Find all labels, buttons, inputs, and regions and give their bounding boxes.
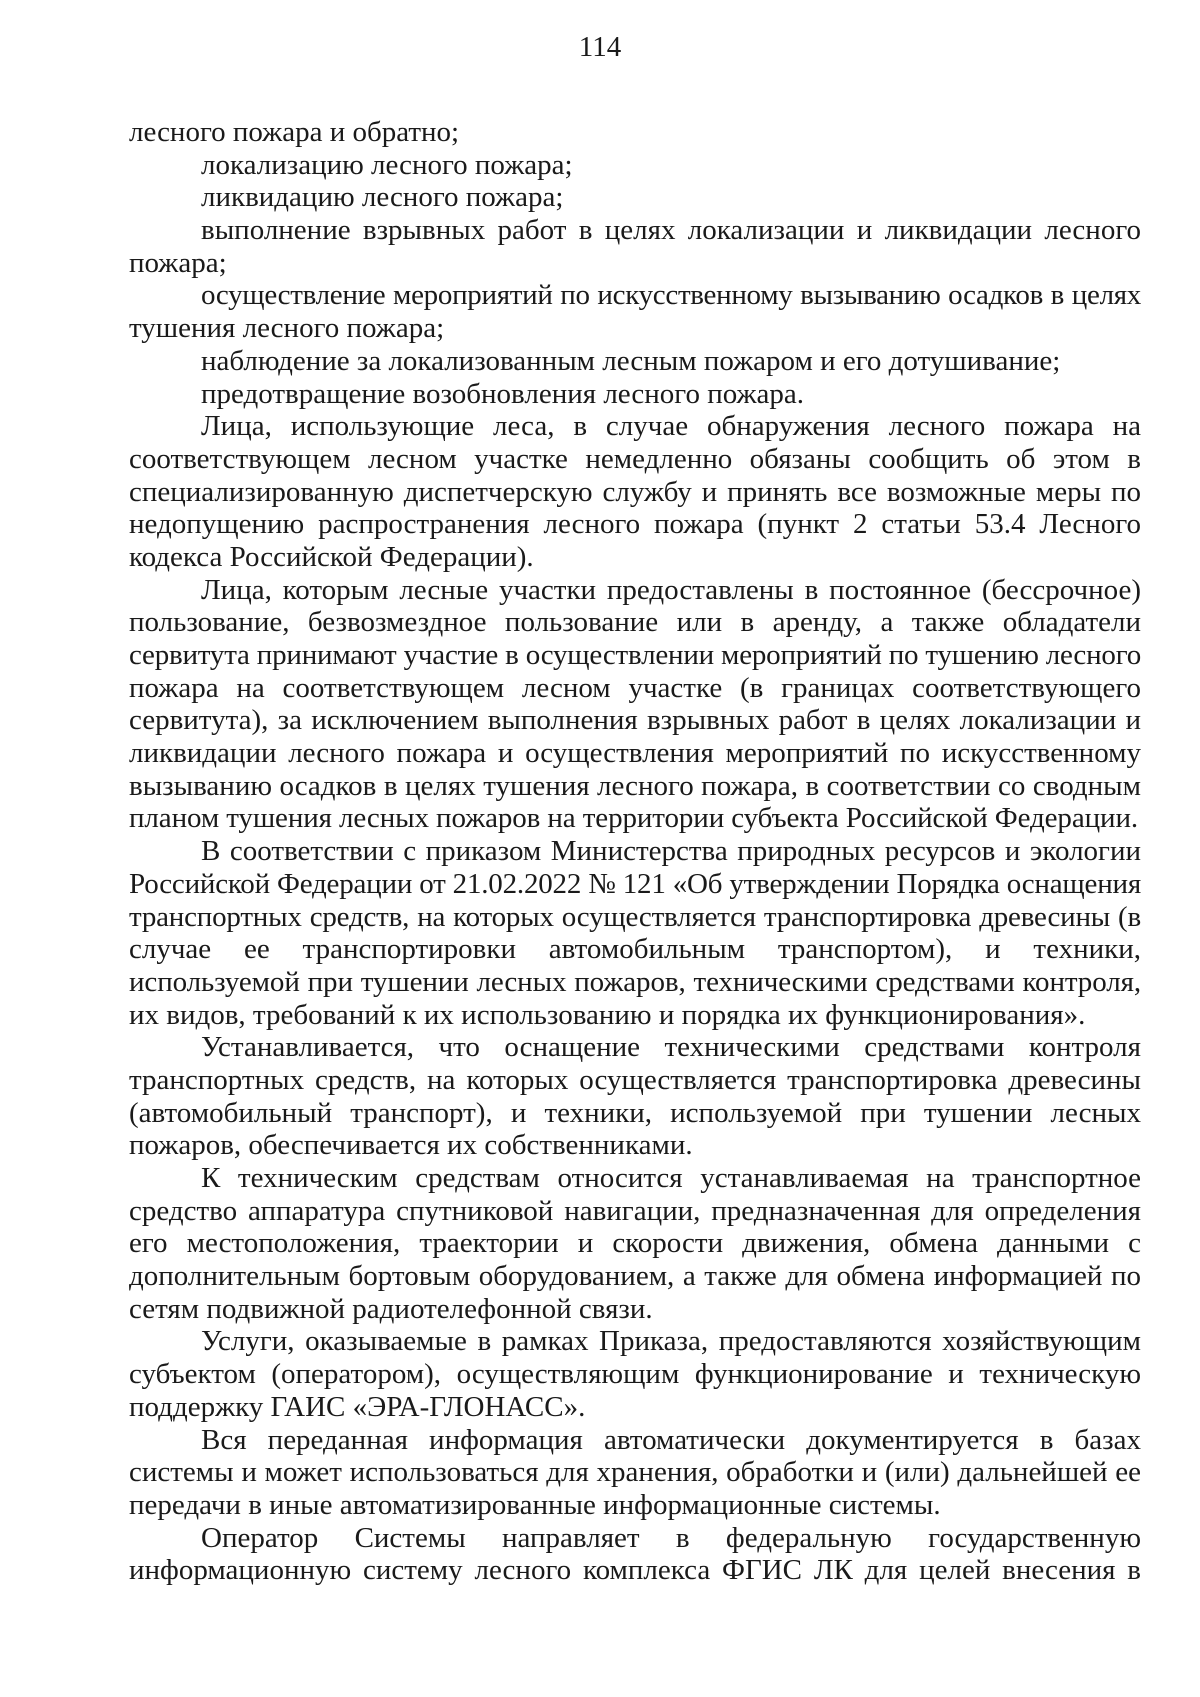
page-number: 114 <box>578 31 622 63</box>
text-line: вызыванию осадков в целях тушения лесного пожара, в соответствии со сводным <box>129 769 1141 802</box>
text-line: пожара; <box>129 246 227 279</box>
text-line: ликвидацию лесного пожара; <box>201 181 564 214</box>
text-line: его местоположения, траектории и скорости движения, обмена данными с <box>129 1227 1141 1260</box>
text-line: их видов, требований к их использованию и порядка их функционирования». <box>129 998 1086 1031</box>
text-line: информационную систему лесного комплекса ФГИС ЛК для целей внесения в <box>129 1554 1141 1587</box>
text-line: лесного пожара и обратно; <box>129 116 460 148</box>
text-line: тушения лесного пожара; <box>129 312 445 345</box>
text-line: (автомобильный транспорт), и техники, используемой при тушении лесных <box>129 1096 1141 1129</box>
text-line: Вся переданная информация автоматически документируется в базах <box>201 1423 1141 1456</box>
text-line: сервитута), за исключением выполнения взрывных работ в целях локализации и <box>129 704 1141 737</box>
text-line: ликвидации лесного пожара и осуществления мероприятий по искусственному <box>129 737 1141 770</box>
text-line: Российской Федерации от 21.02.2022 № 121 «Об утверждении Порядка оснащения <box>129 867 1141 900</box>
text-line: специализированную диспетчерскую службу и принять все возможные меры по <box>129 475 1141 508</box>
text-line: дополнительным бортовым оборудованием, а также для обмена информацией по <box>129 1260 1141 1293</box>
text-line: кодекса Российской Федерации). <box>129 540 534 573</box>
text-line: передачи в иные автоматизированные информационные системы. <box>129 1488 941 1521</box>
text-line: Оператор Системы направляет в федеральную государственную <box>201 1521 1141 1554</box>
text-line: Устанавливается, что оснащение техническими средствами контроля <box>201 1031 1141 1064</box>
text-line: транспортных средств, на которых осуществляется транспортировка древесины <box>129 1063 1141 1096</box>
text-line: недопущению распространения лесного пожара (пункт 2 статьи 53.4 Лесного <box>129 508 1141 541</box>
text-line: наблюдение за локализованным лесным пожаром и его дотушивание; <box>201 344 1061 377</box>
text-line: планом тушения лесных пожаров на территории субъекта Российской Федерации. <box>129 802 1139 835</box>
text-line: Услуги, оказываемые в рамках Приказа, предоставляются хозяйствующим <box>201 1325 1141 1358</box>
text-line: пожаров, обеспечивается их собственниками. <box>129 1129 693 1162</box>
text-line: поддержку ГАИС «ЭРА-ГЛОНАСС». <box>129 1390 586 1423</box>
text-line: транспортных средств, на которых осуществляется транспортировка древесины (в <box>129 900 1141 933</box>
text-line: К техническим средствам относится устанавливаемая на транспортное <box>201 1162 1141 1194</box>
body-text <box>129 116 1141 1587</box>
text-line: сетям подвижной радиотелефонной связи. <box>129 1292 653 1325</box>
text-line: Лица, использующие леса, в случае обнаружения лесного пожара на <box>201 410 1141 443</box>
text-line: Лица, которым лесные участки предоставлены в постоянное (бессрочное) <box>201 573 1141 606</box>
text-line: используемой при тушении лесных пожаров, техническими средствами контроля, <box>129 965 1141 998</box>
text-line: предотвращение возобновления лесного пожара. <box>201 377 805 410</box>
text-line: пожара на соответствующем лесном участке (в границах соответствующего <box>129 671 1141 704</box>
text-line: осуществление мероприятий по искусственному вызыванию осадков в целях <box>201 279 1141 312</box>
text-line: пользование, безвозмездное пользование или в аренду, а также обладатели <box>129 606 1141 639</box>
text-line: случае ее транспортировки автомобильным транспортом), и техники, <box>129 933 1141 966</box>
text-line: системы и может использоваться для хранения, обработки и (или) дальнейшей ее <box>129 1456 1141 1489</box>
text-line: субъектом (оператором), осуществляющим функционирование и техническую <box>129 1358 1141 1391</box>
text-line: соответствующем лесном участке немедленно обязаны сообщить об этом в <box>129 442 1141 475</box>
text-line: локализацию лесного пожара; <box>201 148 573 181</box>
text-line: средство аппаратура спутниковой навигации, предназначенная для определения <box>129 1194 1141 1227</box>
text-line: В соответствии с приказом Министерства природных ресурсов и экологии <box>201 835 1141 868</box>
text-line: выполнение взрывных работ в целях локализации и ликвидации лесного <box>201 214 1141 247</box>
text-line: сервитута принимают участие в осуществлении мероприятий по тушению лесного <box>129 639 1141 671</box>
